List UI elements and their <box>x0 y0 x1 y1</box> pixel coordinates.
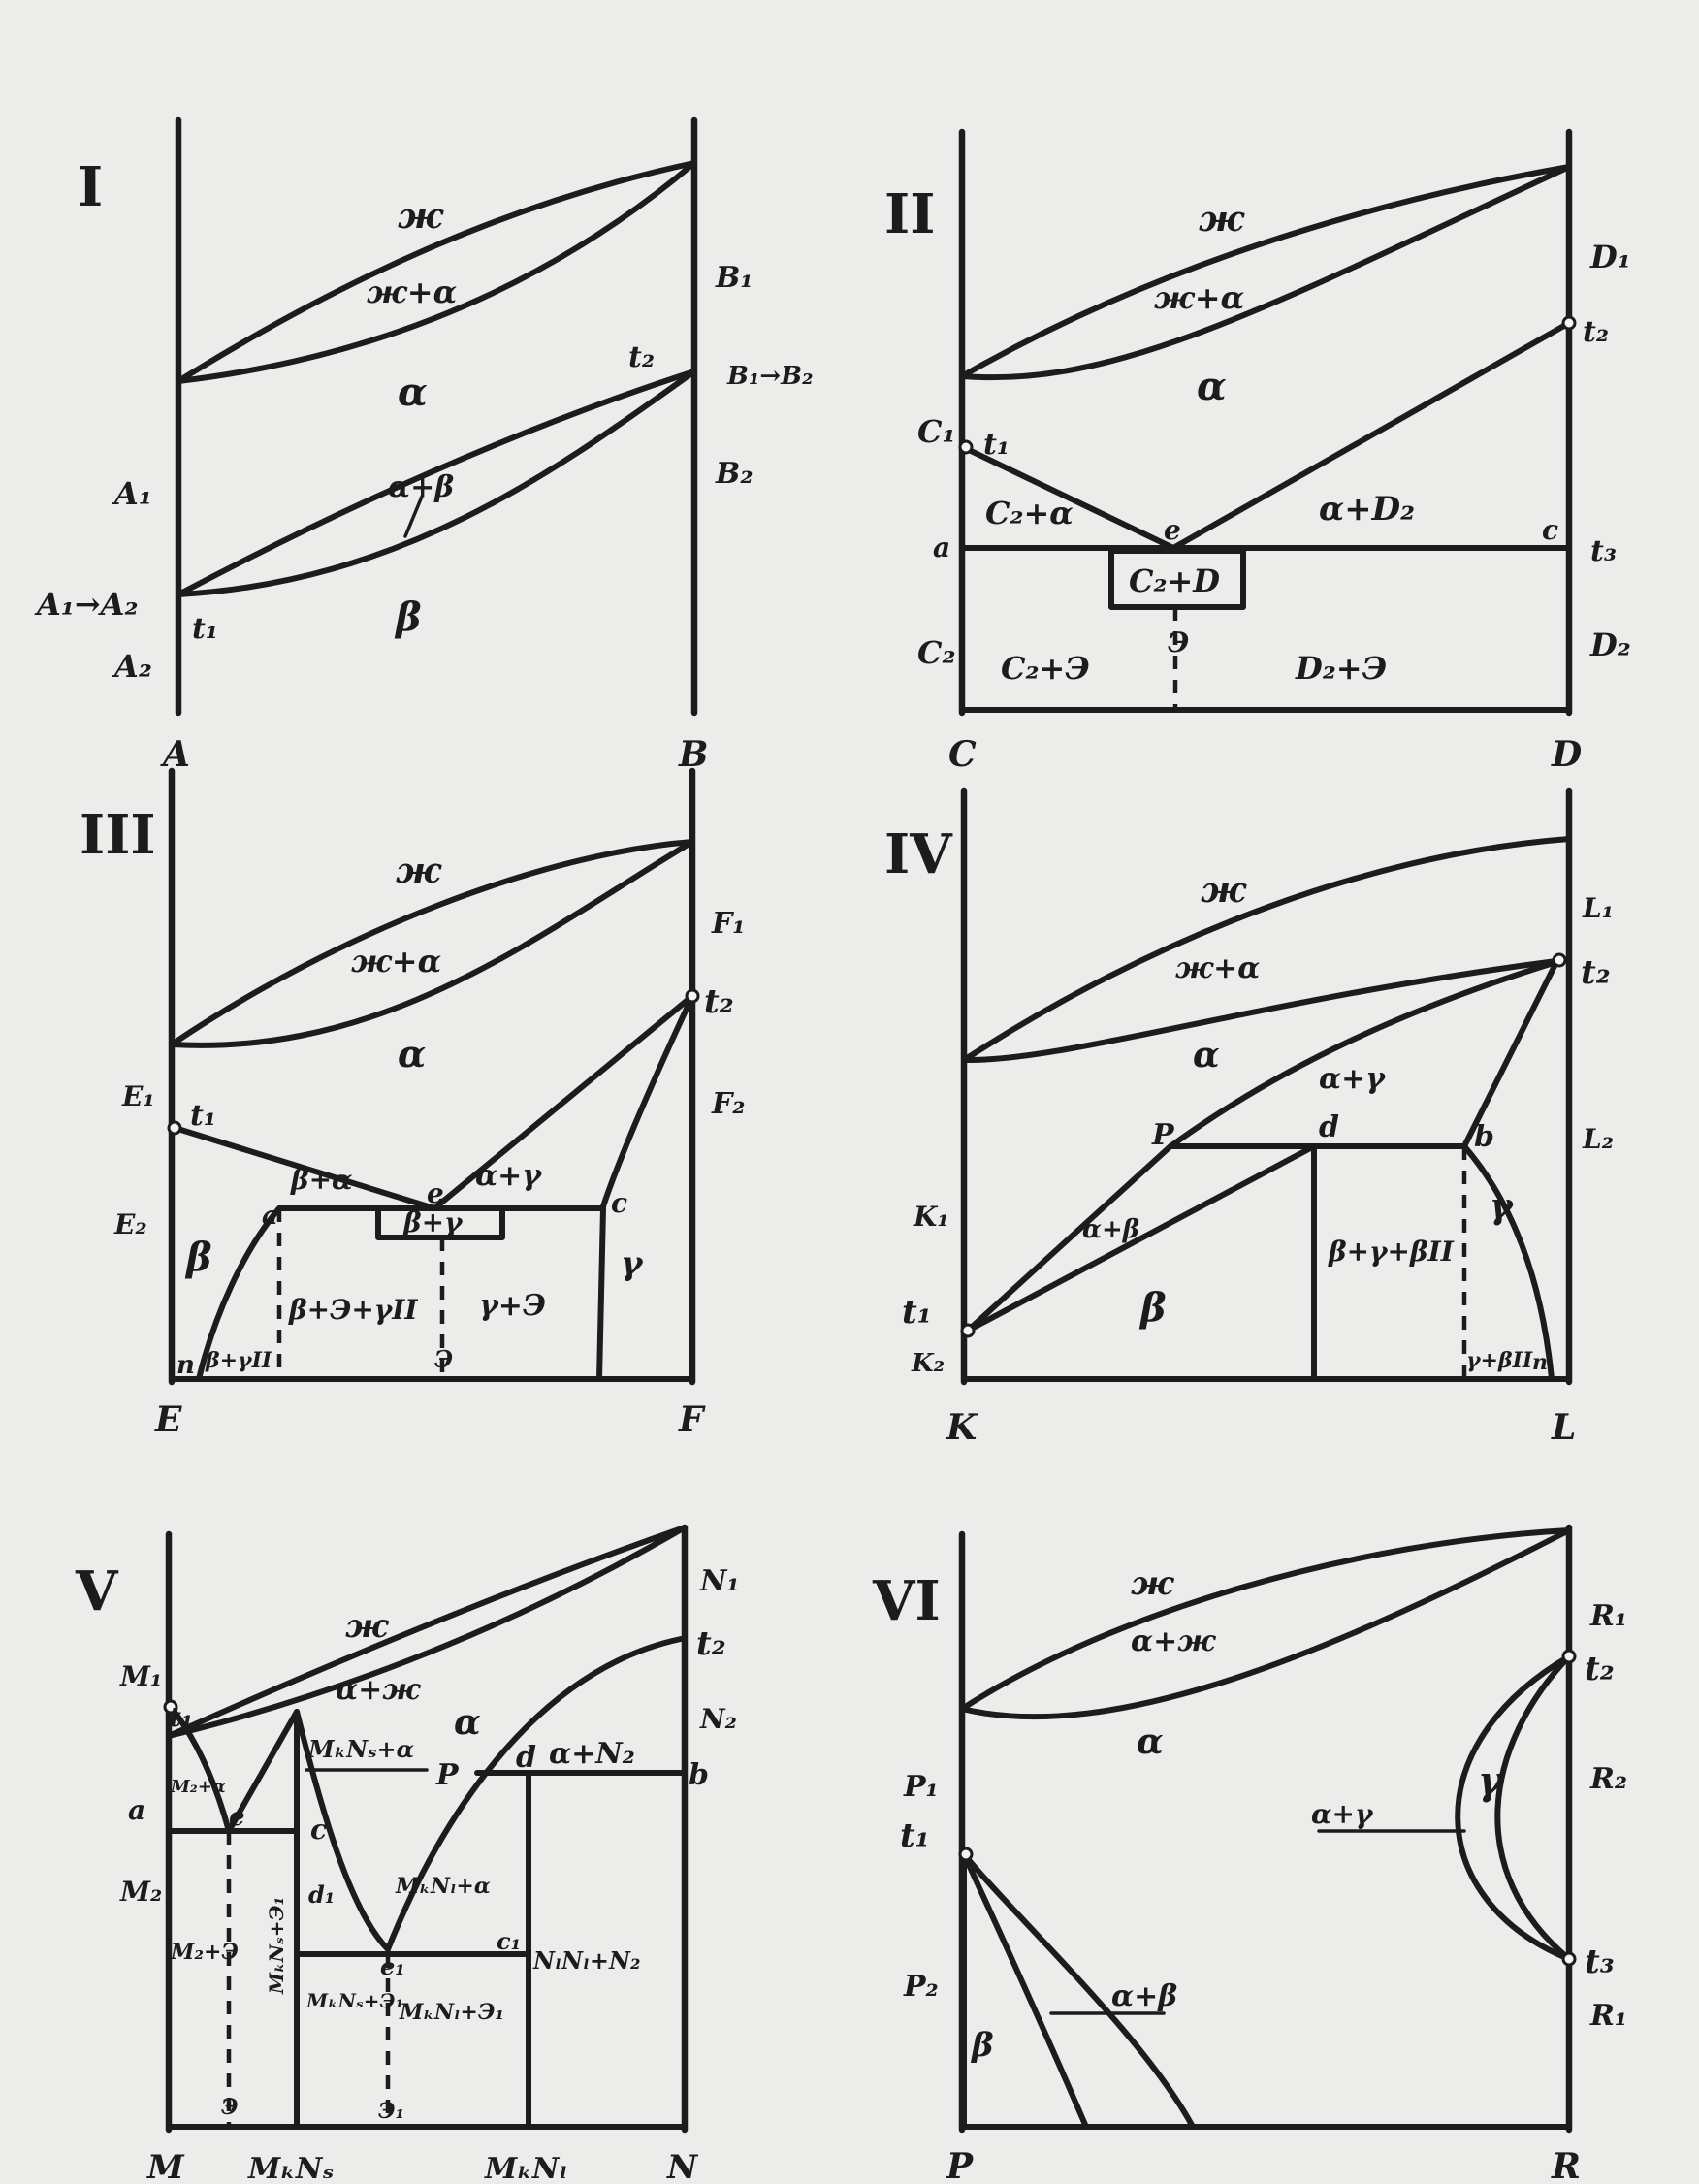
phase-label: MₖNₛ+Э₁ <box>265 1896 288 1994</box>
left-label: a <box>128 1794 146 1826</box>
critical-point-marker <box>1563 1651 1575 1662</box>
left-label: K₁ <box>914 1201 949 1233</box>
right-label: t₂ <box>1581 953 1611 992</box>
phase-label: β+γ+βII <box>1329 1236 1454 1268</box>
right-label: t₂ <box>696 1624 726 1663</box>
left-label: M₂ <box>120 1876 163 1908</box>
diagram-4 <box>884 791 1614 1448</box>
right-label: t₂ <box>1583 315 1609 349</box>
gamma-boundary <box>599 1208 603 1379</box>
bottom-right-label: L <box>1552 1407 1577 1448</box>
phase-label: MₖNₗ+α <box>396 1874 491 1899</box>
left-label: P₂ <box>904 1970 939 2004</box>
right-label: N₂ <box>700 1703 737 1735</box>
phase-label: MₖNₛ+α <box>308 1735 415 1763</box>
right-label: N₁ <box>700 1564 740 1598</box>
phase-label: ж <box>345 1607 389 1646</box>
point-label: P <box>1152 1118 1174 1152</box>
bottom-left-label: M <box>147 2148 184 2184</box>
diagram-6 <box>872 1527 1627 2184</box>
phase-label: γ <box>1478 1758 1504 1804</box>
phase-label: C₂+D <box>1129 562 1221 599</box>
phase-label: β+γII <box>206 1348 272 1373</box>
point-label: c₁ <box>497 1927 522 1955</box>
right-label: t₃ <box>1590 534 1617 568</box>
bottom-right-label: N <box>667 2148 698 2184</box>
right-label: t₂ <box>1585 1650 1615 1688</box>
critical-point-marker <box>1563 317 1575 329</box>
solidus <box>962 1530 1569 1717</box>
critical-point-marker <box>1563 1953 1575 1965</box>
point-label: Э <box>434 1345 454 1373</box>
phase-label: α+β <box>1082 1215 1140 1244</box>
critical-point-marker <box>960 441 972 453</box>
right-label: B₁→B₂ <box>727 362 814 391</box>
critical-point-marker <box>960 1848 972 1860</box>
point-label: d <box>516 1741 536 1775</box>
liquidus <box>169 1527 685 1736</box>
left-label: t₁ <box>169 1701 194 1733</box>
right-label: L₁ <box>1583 892 1614 924</box>
right-label: B₂ <box>716 457 753 491</box>
point-label: d <box>1319 1110 1339 1144</box>
right-label: F₁ <box>712 907 746 941</box>
point-label: n <box>1532 1350 1548 1375</box>
bottom-middle-label: MₖNₗ <box>485 2152 568 2184</box>
point-label: e <box>1164 514 1181 546</box>
diagram-number: IV <box>884 822 952 886</box>
right-label: t₂ <box>704 982 734 1021</box>
phase-label: γ <box>1490 1186 1513 1227</box>
liquidus <box>962 1530 1569 1709</box>
phase-label: ж <box>1201 870 1247 911</box>
left-label: E₁ <box>122 1080 155 1112</box>
phase-label: α <box>1193 1035 1220 1076</box>
phase-label: β <box>972 2026 994 2065</box>
point-label: a <box>262 1202 278 1231</box>
critical-point-marker <box>1554 954 1565 966</box>
right-label: t₃ <box>1585 1943 1615 1981</box>
solvus-n2 <box>388 1639 681 1949</box>
gamma-outer-boundary <box>1458 1656 1569 1959</box>
point-label: d₁ <box>308 1880 336 1909</box>
right-label: R₁ <box>1590 1599 1628 1633</box>
phase-label: ж <box>1131 1564 1174 1603</box>
phase-label: α+ж <box>1131 1624 1216 1658</box>
phase-label: β+γ <box>403 1206 463 1238</box>
critical-point-marker <box>687 990 698 1002</box>
phase-label: α+γ <box>1319 1062 1386 1096</box>
point-label: t₂ <box>628 340 655 374</box>
left-label: E₂ <box>114 1208 147 1240</box>
point-label: Э <box>1168 626 1190 658</box>
point-label: t₁ <box>190 1099 216 1133</box>
phase-label: C₂+Э <box>1001 650 1090 687</box>
left-label: A₁ <box>114 475 152 512</box>
phase-label: α <box>398 369 428 415</box>
point-label: n <box>176 1351 195 1380</box>
diagram-3 <box>80 771 745 1440</box>
diagram-2 <box>884 132 1631 775</box>
phase-label: α <box>398 1032 427 1076</box>
phase-label: C₂+α <box>985 495 1074 531</box>
left-label: C₂ <box>917 634 956 671</box>
bottom-middle-label: MₖNₛ <box>248 2152 335 2184</box>
phase-label: β+Э+γII <box>289 1294 418 1326</box>
bottom-right-label: F <box>679 1399 704 1440</box>
bottom-left-label: P <box>946 2146 974 2184</box>
point-label: e <box>427 1177 444 1209</box>
bottom-left-label: K <box>946 1407 978 1448</box>
point-label: c <box>310 1814 328 1846</box>
left-label: t₁ <box>900 1816 930 1855</box>
phase-label: β <box>396 594 422 640</box>
right-label: F₂ <box>712 1087 746 1121</box>
gamma-beta-solvus <box>1464 1146 1552 1379</box>
critical-point-marker <box>169 1122 180 1134</box>
phase-label: β <box>1140 1285 1167 1331</box>
phase-label: ж+α <box>1175 951 1261 985</box>
point-label: Э <box>221 2095 239 2120</box>
phase-label: D₂+Э <box>1296 650 1388 687</box>
left-label: P₁ <box>904 1770 939 1804</box>
diagram-number: III <box>80 803 156 867</box>
right-label: B₁ <box>716 261 753 295</box>
right-label: R₂ <box>1590 1762 1628 1796</box>
phase-label: MₖNₗ+Э₁ <box>400 2000 504 2025</box>
liquidus <box>964 839 1569 1060</box>
phase-label: NₗNₗ+N₂ <box>533 1946 641 1975</box>
point-label: e₁ <box>380 1952 405 1980</box>
right-label: D₂ <box>1590 626 1631 663</box>
critical-point-marker <box>962 1325 974 1336</box>
bottom-right-label: D <box>1552 734 1583 775</box>
phase-label: β+α <box>291 1164 353 1196</box>
phase-label: ж <box>396 851 442 891</box>
point-label: P <box>436 1758 459 1792</box>
diagram-number: V <box>76 1559 118 1623</box>
point-label: c <box>611 1187 628 1219</box>
bottom-right-label: R <box>1552 2146 1581 2184</box>
diagram-5 <box>75 1527 740 2184</box>
phase-label: α+β <box>388 470 455 504</box>
phase-label: ж+α <box>1154 279 1245 316</box>
phase-label: M₂+α <box>171 1777 226 1797</box>
left-label: A₁→A₂ <box>37 586 139 623</box>
diagram-number: I <box>78 155 104 219</box>
phase-label: α+γ <box>1311 1798 1373 1830</box>
liquidus <box>962 167 1569 376</box>
phase-label: α <box>1137 1721 1164 1762</box>
phase-label: γ <box>621 1244 643 1283</box>
phase-label: α+ж <box>336 1673 421 1707</box>
right-label: D₁ <box>1590 239 1631 275</box>
phase-label: α+D₂ <box>1319 490 1416 529</box>
diagram-number: II <box>884 182 936 246</box>
diagram-1 <box>34 120 814 775</box>
phase-label: γ+Э <box>479 1289 546 1323</box>
left-label: M₁ <box>120 1660 163 1692</box>
beta-solvus-inner <box>964 1854 1086 2127</box>
diagram-number: VI <box>873 1569 941 1633</box>
left-label: A₂ <box>114 648 152 685</box>
right-label: L₂ <box>1583 1123 1614 1155</box>
solvus-right <box>434 996 692 1208</box>
left-label: C₁ <box>917 413 956 450</box>
phase-label: β <box>186 1235 212 1280</box>
bottom-left-label: C <box>948 734 977 775</box>
phase-label: α <box>1197 364 1227 409</box>
phase-label: α+β <box>1111 1979 1178 2013</box>
phase-label: M₂+Э <box>171 1940 239 1965</box>
phase-label: MₖNₛ+Э₁ <box>306 1989 404 2012</box>
phase-label: γ+βII <box>1466 1348 1533 1373</box>
phase-label: α <box>454 1702 481 1743</box>
phase-label: α+N₂ <box>549 1737 635 1771</box>
bottom-right-label: B <box>679 734 709 775</box>
left-label: t₁ <box>902 1293 932 1332</box>
phase-label: ж <box>398 196 444 237</box>
left-label: K₂ <box>912 1349 945 1378</box>
gamma-solvus <box>603 996 692 1206</box>
phase-label: ж <box>1199 199 1245 240</box>
phase-label: ж+α <box>367 273 458 310</box>
phase-label: ж+α <box>351 943 442 980</box>
point-label: b <box>1474 1120 1494 1154</box>
right-label: b <box>689 1758 709 1792</box>
solidus <box>964 960 1563 1060</box>
solidus <box>962 167 1569 377</box>
point-label: c <box>1542 514 1559 546</box>
point-label: t₁ <box>192 612 218 646</box>
bottom-left-label: A <box>163 734 190 775</box>
point-label: t₁ <box>983 428 1010 462</box>
bottom-left-label: E <box>155 1399 182 1440</box>
left-label: a <box>933 531 951 563</box>
phase-label: α+γ <box>475 1159 542 1193</box>
right-label: R₁ <box>1590 1999 1628 2033</box>
point-label: e <box>229 1803 245 1832</box>
point-label: Э₁ <box>378 2099 405 2124</box>
